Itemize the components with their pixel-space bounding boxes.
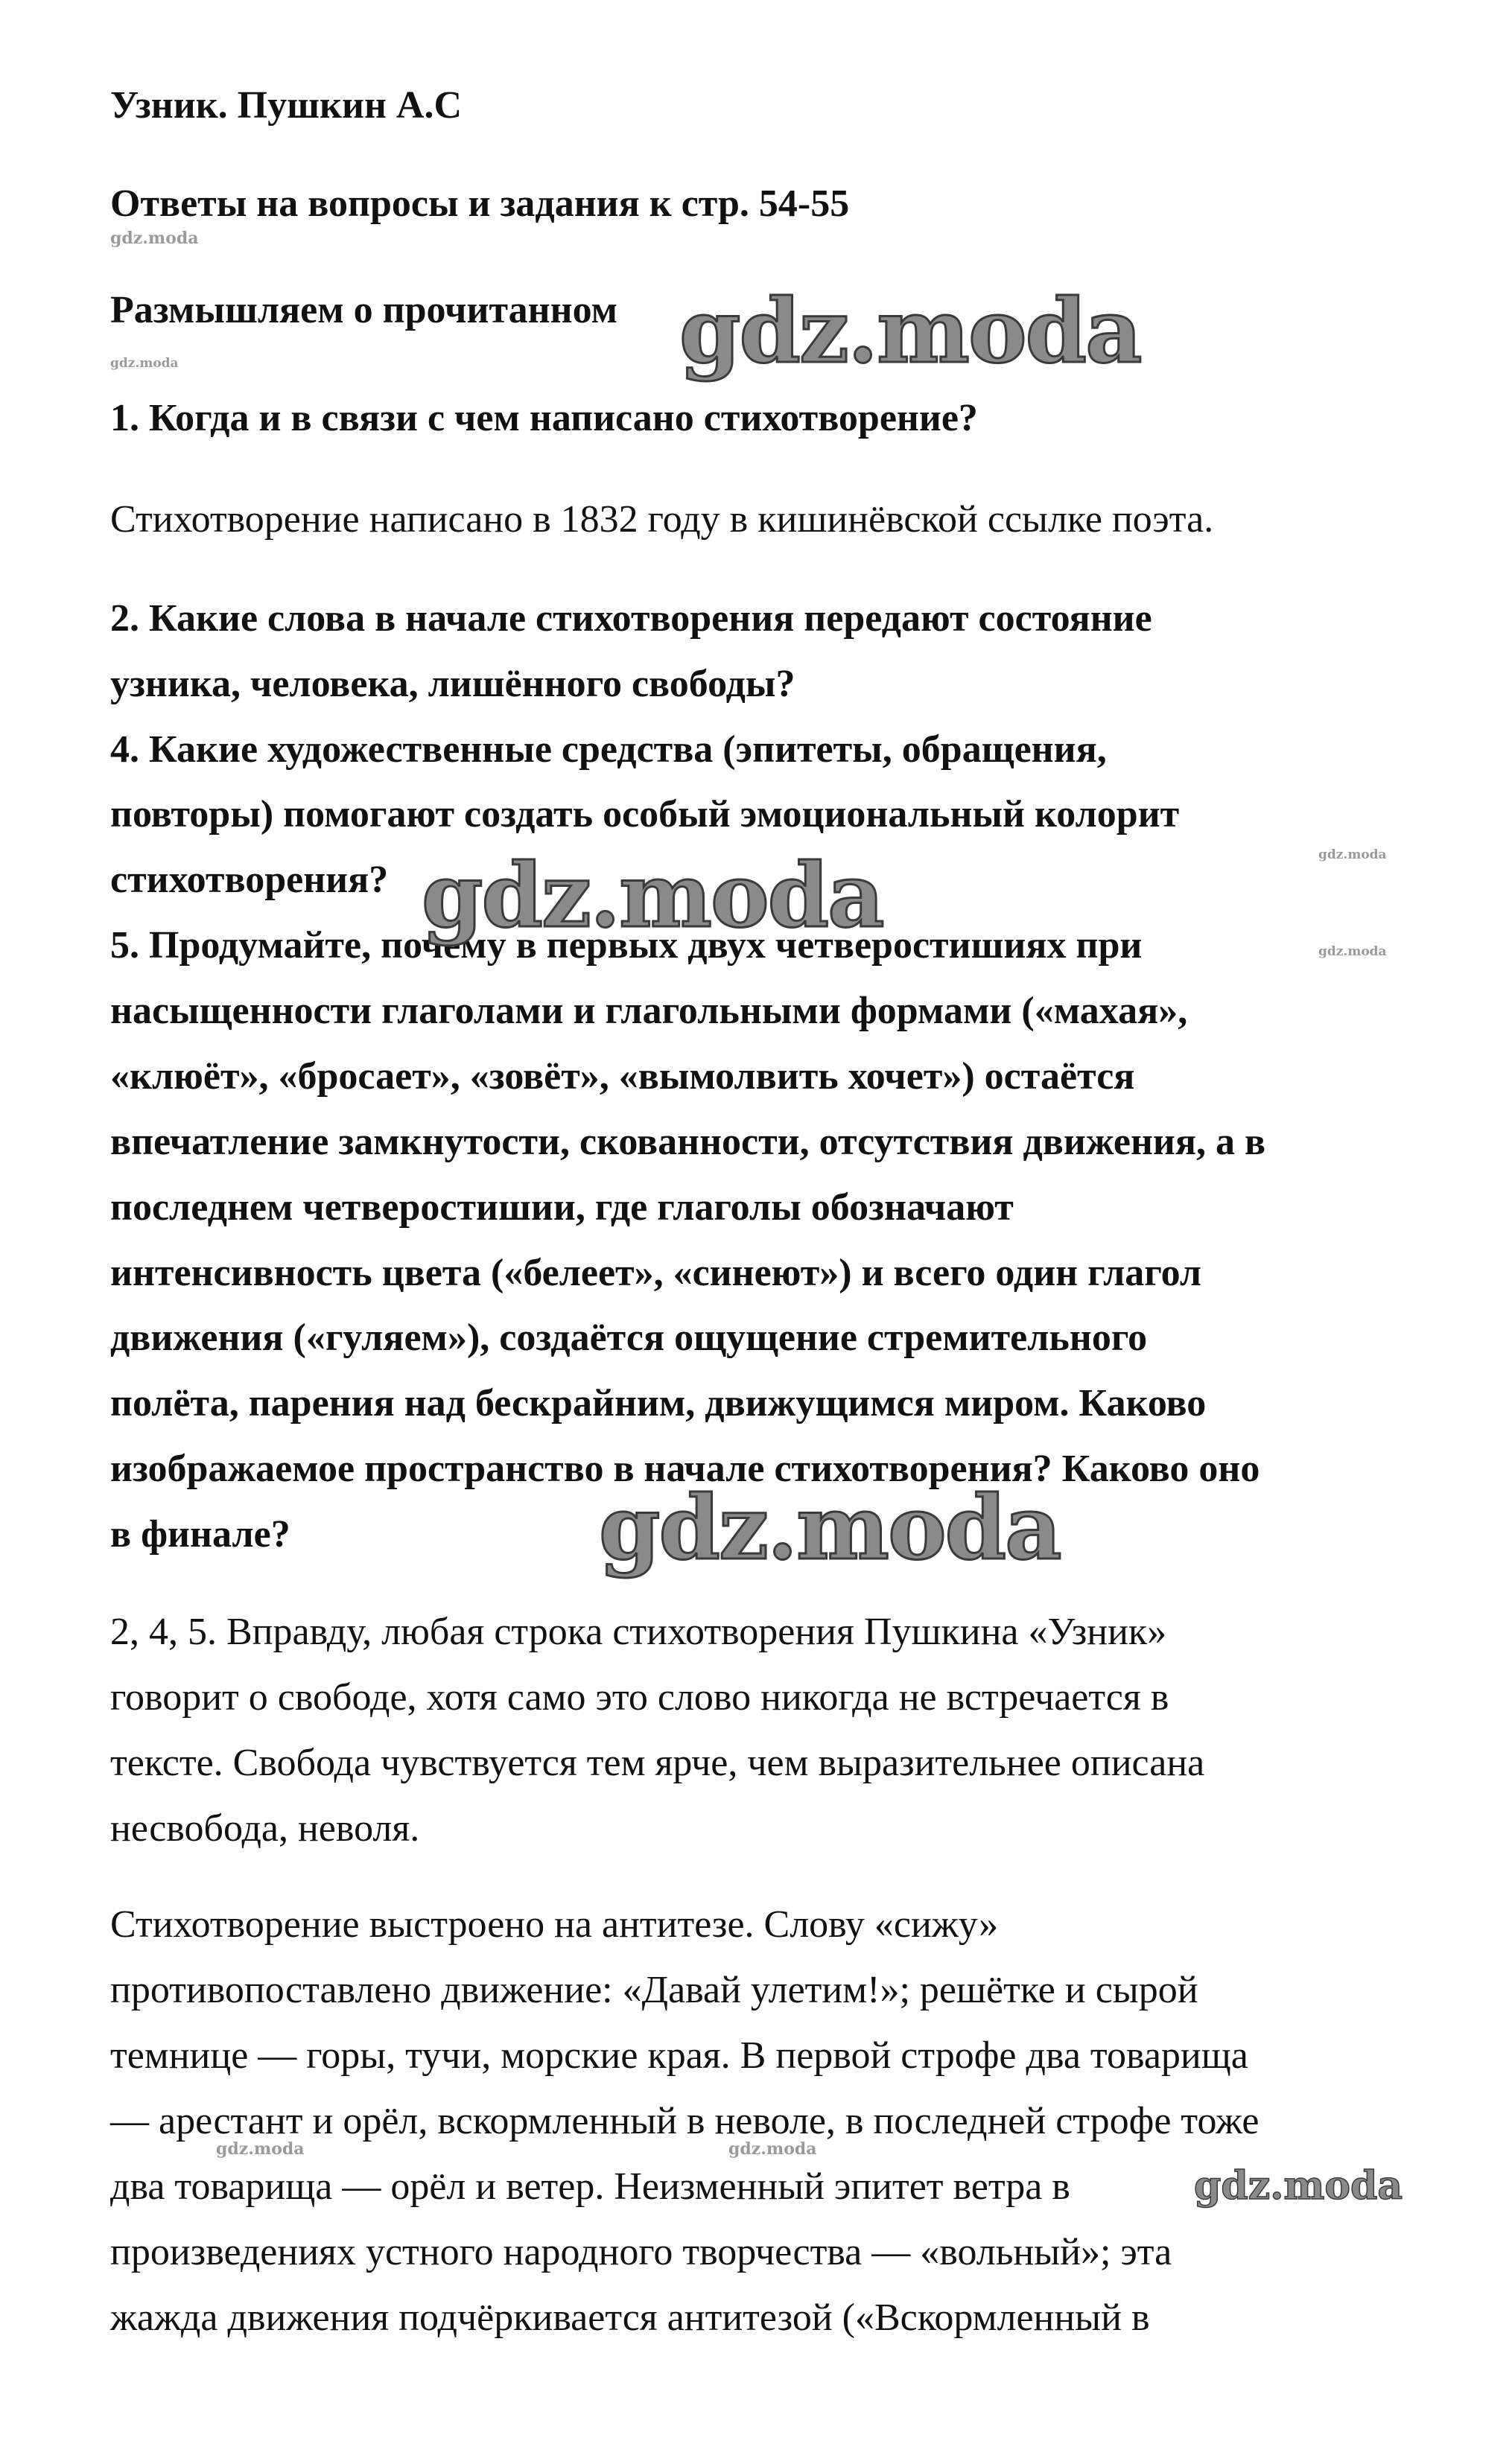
question-block-line: последнем четверостишии, где глаголы обозначают <box>110 1186 1014 1229</box>
question-block-line: движения («гуляем»), создаётся ощущение стремительного <box>110 1317 1148 1359</box>
watermark-small: gdz.moda <box>1318 847 1387 862</box>
watermark-medium: gdz.moda <box>1194 2163 1403 2209</box>
question-block-line: в финале? <box>110 1513 290 1556</box>
watermark-large: gdz.moda <box>679 279 1141 383</box>
answer-paragraph-line: Стихотворение выстроено на антитезе. Слову «сижу» <box>110 1903 999 1946</box>
answer-1: Стихотворение написано в 1832 году в кишинёвской ссылке поэта. <box>110 498 1214 541</box>
answer-paragraph-line: тексте. Свобода чувствуется тем ярче, чем выразительнее описана <box>110 1742 1205 1784</box>
watermark-small: gdz.moda <box>1318 944 1387 959</box>
section-heading: Размышляем о прочитанном <box>110 289 618 331</box>
document-title: Узник. Пушкин А.С <box>110 84 463 127</box>
answer-paragraph-line: — арестант и орёл, вскормленный в неволе, в последней строфе тоже <box>110 2100 1260 2142</box>
answer-paragraph-line: 2, 4, 5. Вправду, любая строка стихотворения Пушкина «Узник» <box>110 1611 1167 1653</box>
document-subtitle: Ответы на вопросы и задания к стр. 54-55 <box>110 182 850 225</box>
watermark-large: gdz.moda <box>422 844 883 947</box>
answer-paragraph-line: говорит о свободе, хотя само это слово никогда не встречается в <box>110 1676 1169 1719</box>
question-block-line: впечатление замкнутости, скованности, отсутствия движения, а в <box>110 1121 1266 1163</box>
question-block-line: 5. Продумайте, почему в первых двух четверостишиях при <box>110 924 1143 967</box>
question-block-line: изображаемое пространство в начале стихотворения? Каково оно <box>110 1448 1260 1490</box>
question-block-line: повторы) помогают создать особый эмоциональный колорит <box>110 793 1180 835</box>
watermark-small: gdz.moda <box>728 2139 817 2159</box>
watermark-small: gdz.moda <box>216 2139 305 2159</box>
question-1: 1. Когда и в связи с чем написано стихотворение? <box>110 397 978 439</box>
question-block-line: «клюёт», «бросает», «зовёт», «вымолвить хочет») остаётся <box>110 1055 1135 1098</box>
answer-paragraph-line: противопоставлено движение: «Давай улетим!»; решётке и сырой <box>110 1969 1198 2011</box>
answer-paragraph-line: два товарища — орёл и ветер. Неизменный эпитет ветра в <box>110 2165 1070 2208</box>
question-block-line: интенсивность цвета («белеет», «синеют») и всего один глагол <box>110 1252 1202 1294</box>
question-block-line: полёта, парения над бескрайним, движущимся миром. Каково <box>110 1382 1207 1424</box>
watermark-small: gdz.moda <box>110 229 199 248</box>
question-block-line: 4. Какие художественные средства (эпитеты, обращения, <box>110 728 1107 771</box>
question-block-line: стихотворения? <box>110 859 389 901</box>
answer-paragraph-line: жажда движения подчёркивается антитезой («Вскормленный в <box>110 2296 1150 2339</box>
answer-paragraph-line: темнице — горы, тучи, морские края. В первой строфе два товарища <box>110 2034 1248 2077</box>
question-block-line: 2. Какие слова в начале стихотворения передают состояние <box>110 597 1152 640</box>
answer-paragraph-line: произведениях устного народного творчества — «вольный»; эта <box>110 2231 1172 2273</box>
answer-paragraph-line: несвобода, неволя. <box>110 1807 420 1850</box>
question-block-line: узника, человека, лишённого свободы? <box>110 663 795 705</box>
watermark-small: gdz.moda <box>110 356 179 371</box>
question-block-line: насыщенности глаголами и глагольными формами («махая», <box>110 990 1188 1032</box>
watermark-large: gdz.moda <box>599 1476 1061 1579</box>
